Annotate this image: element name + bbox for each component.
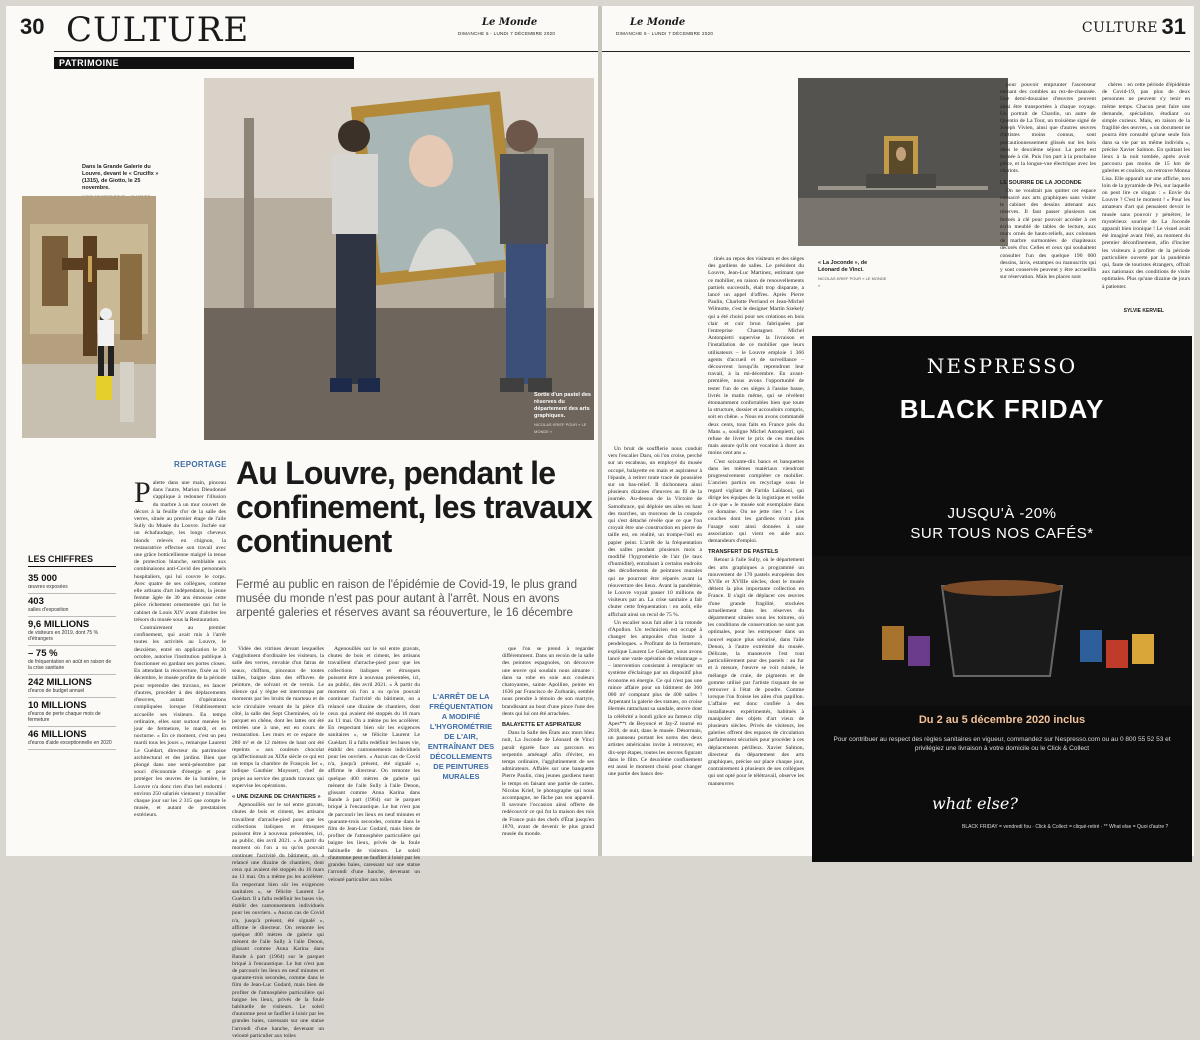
article-column-6 — [708, 256, 804, 856]
paragraph: Un escalier nous fait aller à la rotonde d'Apollon. Un technicien est occupé à changer les ampoules d'un lustre à pendeloques. « Profitant de la fermeture, explique Laurent Le Guédart, nous avons lancé une vaste opération de relamnage » – intervention consistant à remplacer un système d'éclairage par un dispositif plus économe en énergie. Ce qui n'est pas une mince affaire pour un bâtiment de 360 000 m² comptant plus de 400 salles ! Arpentant la galerie des statues, on croise Hermès rattachant sa sandale, œuvre dont la célébrité a bondi grâce au fameux clip Apes**t de Beyoncé et Jay-Z tourné en 2018, de nuit, dans le musée. Désormais, un panneau portant les noms des deux artistes américains invite à retrouver, en dix-sept étapes, toutes les œuvres figurant dans le film. Ce deuxième confinement est aussi le moment choisi pour changer une partie des bancs des- — [608, 619, 702, 778]
key-figure-item — [28, 617, 116, 646]
photo-credit: NICOLAS KRIEF POUR « LE MONDE » — [534, 422, 587, 434]
article-kicker: REPORTAGE — [174, 460, 227, 469]
header-rule — [54, 51, 598, 52]
ad-dates: Du 2 au 5 décembre 2020 inclus — [918, 714, 1086, 726]
key-figure-label: d'euros d'aide exceptionnelle en 2020 — [28, 740, 112, 746]
photo-joconde — [798, 78, 1008, 246]
paragraph: On ne voudrait pas quitter cet espace consacré aux arts graphiques sans visiter le cabinet des dessins attenant aux réserves. Il faut passer plusieurs sas fermés à clé pour pouvoir accéder à cet écrin meublé de tables de lecture, aux murs ornés de hauts-reliefs, aux colonnes de marbre surmontées de chapiteaux décorés d'or. Celles et ceux qui souhaitent consulter l'un des quelque 190 000 dessins, lavis, estampes ou manuscrits qui y sont conservés peuvent y être accueillis sur réservation. Mais les places sont — [1000, 187, 1096, 281]
article-column-1 — [134, 476, 226, 840]
key-figures-list — [28, 571, 116, 750]
key-figure-label: salles d'exposition — [28, 607, 69, 613]
paragraph: Vidée des vitrines devant lesquelles s'agglutinent d'ordinaire les visiteurs, la salle des verres, envahie d'un fatras de seaux, chiffons, pinceaux de toutes tailles, baigne dans des effluves de peinture, de solvant et de vernis. Le silence qui y règne est interrompu par moments par les bruits de marteau et de scie circulaire venant de la pièce d'à côté, la salle des Sept Cheminées, où le parquet en chêne, dont les lattes ont été retirées une à une, est en cours de restauration. Les murs et ce espace de 280 m² et de 12 mètres de haut ont été repeints « aux couleurs chocolat qu'affectionnait au XIXe siècle ce qui est un temps la chambre de François Ier », indique Gauthier Moyssert, chef de projet au service des grands travaux qui supervise les opérations. — [232, 646, 324, 789]
key-figures-title: LES CHIFFRES — [28, 554, 116, 567]
paragraph: tinés au repos des visiteurs et des sièges des gardiens de salles. Le président du Louvre, Jean-Luc Martinez, estimant que ce mobilier, en raison de renouvellements partiels successifs, était trop disparate, a lancé un appel d'offres. Après Pierre Paulin, Charlotte Perriand et Jean-Michel Wilmotte, c'est le designer Martin Szekely qui a été choisi pour ses créations en bois clair et cuir brun fabriquées par l'entreprise Chastagner. Michel Antonpietri supervise la livraison et l'installation de ce mobilier que leurs utilisateurs – le Louvre emploie 1 366 agents d'accueil et de surveillance – découvrent lorsqu'ils reprendront leur travail, à la mi-décembre. En avant-première, nous avons l'opportunité de tester l'un de ces sièges à l'assise basse, livrés le matin même, qui se révèlent étonnamment confortables bien que toute la structure, dossier et accoudoirs compris, soit en chêne. « Nous en avons commandé deux cents, tous faits en France près du Mans », souligne Michel Antonpietri, qui refuse de livrer le prix de ces meubles mais assure qu'ils ont vocation à durer au moins cent ans ». — [708, 256, 804, 457]
key-figure-item — [28, 727, 116, 750]
masthead-date: DIMANCHE 6 - LUNDI 7 DÉCEMBRE 2020 — [616, 31, 714, 36]
key-figure-item — [28, 594, 116, 617]
ad-brand: NESPRESSO — [926, 354, 1078, 378]
subhead: LE SOURIRE DE LA JOCONDE — [1000, 179, 1082, 186]
paragraph: que l'on se prend à regarder différemment. Dans un recoin de la salle des peintres espagnoles, on découvre une œuvre qui soudain nous aimante : dans sa robe en soie aux couleurs chatoyantes, sainte Apolline, peinte en 1636 par Francisco de Zurbarán, semble nous prendre à témoin de son martyre, brandissant au bout d'une pince l'une des dents qui lui ont été arrachées. — [502, 646, 594, 717]
coffee-cup-illustration — [812, 556, 1192, 706]
grande-galerie-illustration — [22, 196, 156, 438]
caption-joconde — [818, 260, 888, 289]
photo-pastel-reserves — [204, 78, 594, 440]
key-figure-value: 9,6 MILLIONS — [28, 619, 90, 630]
header-rule — [602, 51, 1190, 52]
key-figure-value: 10 MILLIONS — [28, 700, 87, 711]
ad-slogan: what else? — [932, 794, 1018, 813]
article-column-3 — [328, 646, 420, 883]
article-deck: Fermé au public en raison de l'épidémie de Covid-19, le plus grand musée du monde n'est pas pour autant à l'arrêt. Nous en avons arpenté galeries et réserves avant sa réouverture, le 16 décembre — [236, 579, 578, 619]
right-page — [602, 6, 1194, 856]
key-figure-value: 242 MILLIONS — [28, 677, 92, 688]
ad-call-to-action: Pour contribuer au respect des règles sanitaires en vigueur, commandez sur Nespresso.com ou au 0 800 55 52 53 et privilégiez une livraison à votre domicile ou le Click & Collect — [833, 736, 1171, 752]
ad-headline: BLACK FRIDAY — [899, 394, 1105, 424]
article-column-8 — [1102, 82, 1190, 310]
masthead-date: DIMANCHE 6 - LUNDI 7 DÉCEMBRE 2020 — [458, 31, 556, 36]
paragraph: chères : en cette période d'épidémie de Covid-19, pas plus de deux personnes ne peuvent s'y tenir en même temps. Chacun peut faire une demande, spécialiste, étudiant ou simple curieux. Mais, en raison de la fragilité des œuvres, « un document ne pourra être consulté qu'une seule fois dans sa vie par un même individu », précise Xavier Salmon. En quittant les lieux à la nuit tombée, après avoir parcouru pas moins de 15 km de galeries et couloirs, on retrouve Monna Lisa. Elle apparaît sur une affiche, non loin de la pyramide de Pei, sur laquelle on peut lire ce slogan : « Envie du Louvre ? C'est le moment ! » Pour les amateurs d'art qui pensaient devoir le musée sans pouvoir y pénétrer, le mystérieux sourire de La Joconde apparaît bien ironique ! Le visuel avait été imaginé avant l'été, au moment du premier déconfinement, afin d'inciter les visiteurs à profiter de la période particulière ouverte par la pandémie qui, faute de touristes étrangers, offrait aux nationaux des conditions de visite optimales. Plus qu'une dizaine de jours à patienter. — [1102, 82, 1190, 290]
key-figure-value: 46 MILLIONS — [28, 729, 87, 740]
key-figure-value: 35 000 — [28, 573, 58, 584]
caption-pastel — [534, 392, 592, 435]
paragraph: Agenouillés sur le sol entre gravats, chutes de bois et ciment, les artisans travaillent d'arrache-pied pour que les collections italiques et étrusques puissent être à nouveau présentées, ici, au public, dès avril 2021. « À partir du moment où l'on a su qu'on pouvait continuer l'activité du bâtiment, on a relancé une dizaine de chantiers, dont ceux qui avaient été stoppés du 16 mars au 11 mai. On a même pu les accélérer. En respectant bien sûr les exigences sanitaires », se félicite Laurent Le Guédart. Il a fallu redéfinir les bases vie, établir des cantonnements individuels pour les ouvriers. « Aucun cas de Covid n'a, jusqu'à présent, été signalé », affirme le directeur. On remonte les quelque 400 mètres de galerie qui mènent de l'aile Sully à l'aile Denon, glissant comme Anna Karina dans Bande à part (1964) sur le parquet briqué à l'encaustique. Le but n'est pas de parcourir les lieux en neuf minutes et quarante-trois secondes, comme dans le film de Jean-Luc Godard, mais bien de profiter de l'atmosphère particulière qui baigne les lieux, privés de la foule habituelle de visiteurs. Le soleil d'automne peut se faufiler à loisir par les grandes baies, caressant sur une statue l'arrondi d'une hanche, devenant un velouté particulier aux toiles — [232, 802, 324, 1039]
dropcap: P — [134, 476, 151, 509]
masthead: Le Monde — [630, 17, 686, 28]
key-figure-label: de visiteurs en 2019, dont 75 % d'étrangers — [28, 630, 99, 642]
photo-grande-galerie — [22, 196, 156, 438]
article-headline: Au Louvre, pendant le confinement, les travaux continuent — [236, 455, 593, 559]
caption-text: Dans la Grande Galerie du Louvre, devant le « Crucifix » (1315), de Giotto, le 25 novembre. — [82, 164, 159, 191]
article-signature: SYLVIE KERVIEL — [1123, 308, 1164, 314]
section-title: CULTURE — [66, 10, 250, 50]
ad-offer — [832, 504, 1172, 544]
ad-offer-line-1: JUSQU'À -20% — [947, 505, 1057, 522]
paragraph: Un bruit de soufflerie nous conduit vers l'escalier Daru, où l'on croise, perché sur un escabeau, un employé du musée occupé, balayette en main et aspirateur à l'épaule, à retirer toute trace de poussière sur un bas-relief. Il dichonnera ainsi plusieurs dizaines d'œuvres au fil de la journée. Au-dessus de la Victoire de Samothrace, qui déploie ses ailes en haut des marches, un morceau de la coupole qui s'est détaché révèle que ce que l'on croyait être une construction en pierre de taille est, en réalité, un trompe-l'œil en papier peint. L'arrêt de la fréquentation des salles pendant plusieurs mois a modifié l'hygrométrie de l'air (le taux d'humidité), entraînant à certains endroits des décollements de peintures murales qui ne pourront être réparés avant la réouverture des lieux. Avant la pandémie, le Louvre voyait passer 10 millions de visiteurs par an. La crise sanitaire a fait chuter cette fréquentation : en août, elle affichait ainsi un recul de 75 %. — [608, 446, 702, 618]
article-column-2 — [232, 646, 324, 1039]
article-column-4 — [502, 646, 594, 852]
paragraph: C'est soixante-dix bancs et banquettes dans les mêmes matériaux viendront progressivement compléter ce mobilier. L'ancien partira en recyclage sous le regard vigilant de Farida Laïdaoui, qui dirige les équipes de la logistique et veille à ce que « le musée soit exemplaire dans ce domaine. On ne jette rien ! » Les couches dont les gardiens n'ont plus l'usage sont ainsi données à une association qui vient en aide aux demandeurs d'emploi. — [708, 458, 804, 544]
paragraph: Retour à l'aile Sully, où le département des arts graphiques a programmé un mouvement de 170 pastels européens des XVIIe et XVIIIe siècles, dont le musée détient la plus importante collection en France. Il s'agit de déplacer ces œuvres d'une grande fragilité, stockées actuellement dans les réserves du département situées sous les toitures, où les conditions de conservation ne sont pas optimales, pour les entreposer dans un nouvel espace plus sécurisé, dans l'aile Denon, à l'autre extrémité du musée. Délicate, la manœuvre l'est tout particulièrement pour des pastels : au fur et à mesure, l'œuvre se voit ruinée, le mélange de craie, de pigments et de gomme utilisé par l'artiste risquant de se retrouver à l'état de poudre. Comme lorsque l'on froisse les ailes d'un papillon. L'affaire est donc confiée à des installateurs expérimentés, habitués à manipuler des objets d'art vieux de plusieurs siècles. Privés de visiteurs, les galeries offrent des espaces de circulation parfaitement sécurisés pour procéder à ces déplacements périlleux. Xavier Salmon, directeur du département des arts graphiques, précise sur place chaque jour, contrairement à plusieurs de ses collègues qui ont opté pour le télétravail, observe les manœuvres — [708, 557, 804, 787]
key-figure-label: œuvres exposées — [28, 584, 68, 590]
key-figures-box — [28, 554, 116, 750]
article-column-7 — [1000, 82, 1096, 334]
subsection-bar: PATRIMOINE — [54, 57, 354, 69]
key-figure-item — [28, 646, 116, 675]
left-page-number: 30 — [20, 14, 45, 39]
subhead: TRANSFERT DE PASTELS — [708, 549, 779, 556]
key-figure-item — [28, 698, 116, 727]
paragraph: pour pouvoir emprunter l'ascenseur menant des combles au rez-de-chaussée. Une demi-douzaine d'œuvres peuvent ainsi être transportées à chaque voyage. Un portrait de Chardin, un autre de Quentin de La Tour, un troisième signé de Joseph Vivien, ainsi que d'autres œuvres d'artistes moins connus, sont précautionneusement glissés sur les bois dans le deuxième séjour. La porte est fermée à clé. Puis l'on part à la prochaine pièce, et la longue-vue électrique avec les chariots. — [1000, 82, 1096, 175]
left-page — [6, 6, 598, 1039]
paragraph: Agenouillés sur le sol entre gravats, chutes de bois et ciment, les artisans travaillent d'arrache-pied pour que les collections italiques et étrusques puissent être à nouveau présentées, ici, au public, dès avril 2021. « À partir du moment où l'on a su qu'on pouvait continuer l'activité du bâtiment, on a relancé une dizaine de chantiers, dont ceux qui avaient été stoppés du 16 mars au 11 mai. On a même pu les accélérer. En respectant bien sûr les exigences sanitaires », se félicite Laurent Le Guédart. Il a fallu redéfinir les bases vie, établir des cantonnements individuels pour les ouvriers. « Aucun cas de Covid n'a, jusqu'à présent, été signalé », affirme le directeur. On remonte les quelque 400 mètres de galerie qui mènent de l'aile Sully à l'aile Denon, glissant comme Anna Karina dans Bande à part (1964) sur le parquet briqué à l'encaustique. Le but n'est pas de parcourir les lieux en neuf minutes et quarante-trois secondes, comme dans le film de Jean-Luc Godard, mais bien de profiter de l'atmosphère particulière qui baigne les lieux, privés de la foule habituelle de visiteurs. Le soleil d'automne peut se faufiler à loisir par les grandes baies, caressant sur une statue l'arrondi d'une hanche, devenant un velouté particulier aux toiles — [328, 646, 420, 883]
ad-offer-line-2: SUR TOUS NOS CAFÉS* — [910, 525, 1094, 542]
key-figure-label: de fréquentation en août en raison de la crise sanitaire — [28, 659, 112, 671]
key-figure-label: d'euros de perte chaque mois de fermeture — [28, 711, 101, 723]
ad-footnote: BLACK FRIDAY = vendredi fou · Click & Collect = cliqué-retiré · ** What else = Quoi d'autre ? — [962, 824, 1169, 830]
joconde-illustration — [798, 78, 1008, 246]
paragraph: alette dans une main, pinceau dans l'autre, Marion Dieudonné s'applique à redonner l'illusion du marbre à un mur couvert de décors à la feuille d'or de la salle des verres, située au premier étage de l'aile Sully du Musée du Louvre. Juchée sur un échafaudage, les longs cheveux blonds relevés en chignon, la restauratrice effectue son travail avec une grâce botticellienne malgré la tenue de protection blanche, semblable aux combinaisons anti-Covid des personnels hospitaliers, qui lui couvre le corps. Avec quatre de ses collègues, comme elle artisans d'art indépendants, la jeune femme âgée de 30 ans émousse cette pièce richement ornementée qui fut le cabinet de Louis XIV avant d'abriter les trésors du musée sous la Restauration. — [134, 480, 226, 623]
key-figure-item — [28, 571, 116, 594]
right-page-number: 31 — [1161, 14, 1186, 39]
paragraph: Contrairement au premier confinement, qui avait mis à l'arrêt toutes les activités au Louvre, le deuxième, entré en application le 30 octobre, autorise l'institution publique à fonctionner en gardant ses portes closes. En attendant la réouverture, fixée au 16 décembre, le musée profite de la période pour reprendre des travaux, en lancer d'autres, procéder à des déplacements d'œuvres, autant d'opérations compliquées lorsque l'établissement accueille ses visiteurs. En temps ordinaire, elles sont surtout menées le jour de fermeture, le mardi, et en nocturne. « En ce moment, c'est un peu mardi tous les jours », remarque Laurent Le Guédart, directeur du patrimoine architectural et des jardins. Bien que plongé dans une semi-pénombre par souci d'économie d'énergie et pour protéger les œuvres de la lumière, le Louvre n'a donc rien d'un bel endormi : environ 250 salariés viennent y travailler chaque jour sur les 2 315 que compte le musée, et autant de prestataires extérieurs. — [134, 625, 226, 819]
subhead: BALAYETTE ET ASPIRATEUR — [502, 722, 582, 729]
caption-grande-galerie — [82, 164, 162, 200]
subhead: « UNE DIZAINE DE CHANTIERS » — [232, 794, 321, 801]
nespresso-advertisement[interactable] — [812, 336, 1192, 862]
key-figure-item — [28, 675, 116, 698]
paragraph: Dans la Salle des États aux murs bleu nuit, La Joconde de Léonard de Vinci paraît égarée face au parcours en serpentin aménagé afin d'éviter, en temps ordinaire, l'agglutinement de ses admirateurs. Affalés sur une banquette Pierre Paulin, cinq jeunes gardiens tuent le temps en faisant une partie de cartes. Nicolas Krief, le photographe qui nous accompagne, ne fâche pas son appareil. Il savoure l'occasion ainsi offerte de redécouvrir ce qui fut la maison des rois de France puis des chefs d'État jusqu'en 1870, avant de devenir le plus grand musée du monde. — [502, 730, 594, 838]
key-figure-value: – 75 % — [28, 648, 58, 659]
caption-text: Sortie d'un pastel des réserves du département des arts graphiques. — [534, 392, 591, 419]
section-title: CULTURE — [1081, 20, 1158, 36]
pastel-illustration — [204, 78, 594, 440]
article-column-5 — [608, 446, 702, 856]
pull-quote: L'ARRÊT DE LA FRÉQUENTATION A MODIFIÉ L'HYGROMÉTRIE DE L'AIR, ENTRAÎNANT DES DÉCOLLEMENTS DE PEINTURES MURALES — [427, 692, 495, 781]
masthead: Le Monde — [482, 17, 538, 28]
photo-credit: NICOLAS KRIEF POUR « LE MONDE » — [818, 276, 887, 288]
caption-text: « La Joconde », de Léonard de Vinci. — [818, 260, 868, 273]
key-figure-value: 403 — [28, 596, 44, 607]
key-figure-label: d'euros de budget annuel — [28, 688, 85, 694]
